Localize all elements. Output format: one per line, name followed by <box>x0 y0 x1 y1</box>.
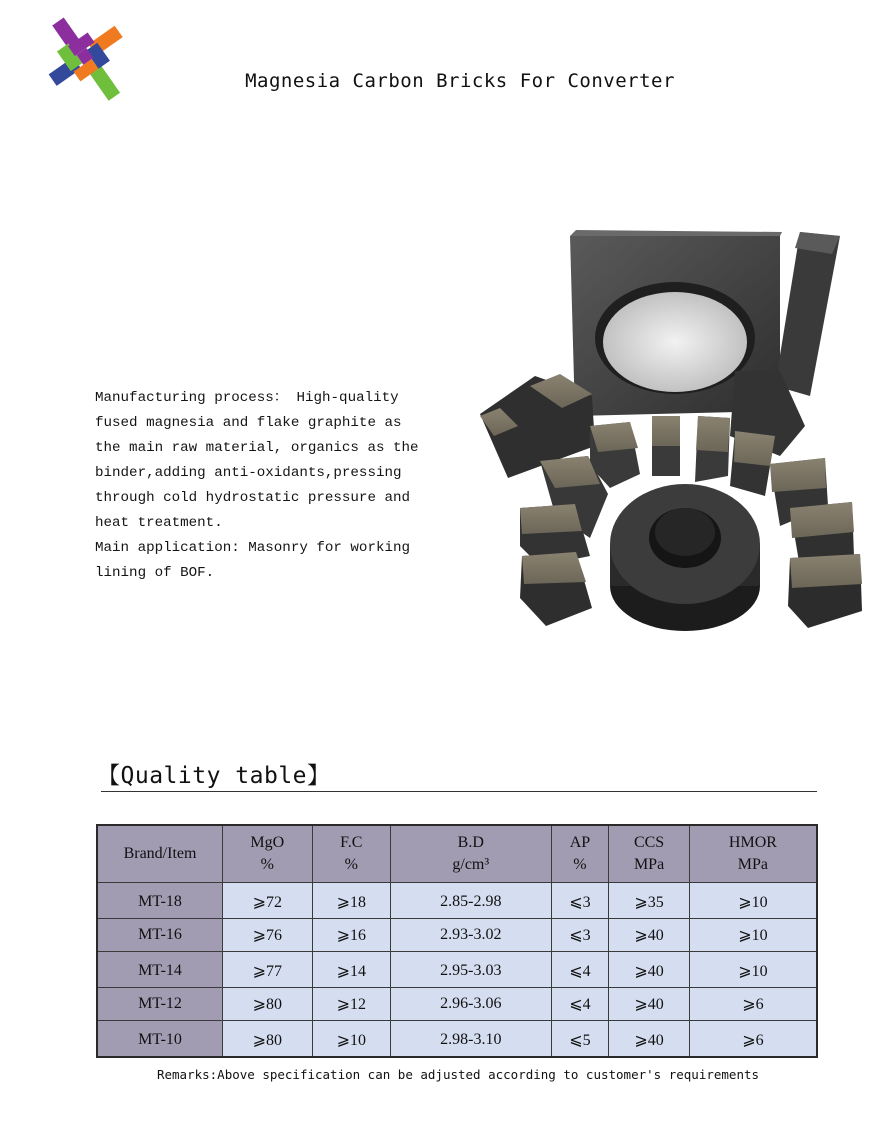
cell-brand: MT-10 <box>97 1021 223 1058</box>
product-description <box>95 386 425 586</box>
cell-ccs: ⩾40 <box>609 952 690 988</box>
header-unit: % <box>344 856 358 873</box>
cell-ap: ⩽3 <box>551 919 609 952</box>
cell-ccs: ⩾40 <box>609 1021 690 1058</box>
page-title: Magnesia Carbon Bricks For Converter <box>245 70 675 92</box>
header-unit: MPa <box>737 856 769 873</box>
table-row <box>97 988 817 1021</box>
description-line: Manufacturing process： High-quality <box>95 390 399 406</box>
table-row <box>97 1021 817 1058</box>
header-label: CCS <box>633 834 665 851</box>
company-logo-icon <box>34 8 138 108</box>
header-hmor <box>689 825 817 883</box>
header-fc <box>312 825 390 883</box>
description-line: lining of BOF. <box>95 565 215 581</box>
cell-fc: ⩾10 <box>312 1021 390 1058</box>
cell-fc: ⩾12 <box>312 988 390 1021</box>
cell-hmor: ⩾10 <box>689 883 817 919</box>
quality-table-title: 【Quality table】 <box>97 763 331 789</box>
cell-hmor: ⩾6 <box>689 988 817 1021</box>
header-label: B.D <box>457 834 484 851</box>
cell-brand: MT-12 <box>97 988 223 1021</box>
product-photo <box>480 226 880 638</box>
cell-brand: MT-14 <box>97 952 223 988</box>
cell-bd: 2.98-3.10 <box>390 1021 551 1058</box>
cell-mgo: ⩾72 <box>223 883 313 919</box>
cell-mgo: ⩾76 <box>223 919 313 952</box>
cell-brand: MT-16 <box>97 919 223 952</box>
cell-hmor: ⩾10 <box>689 952 817 988</box>
cell-mgo: ⩾80 <box>223 1021 313 1058</box>
header-label: F.C <box>340 834 363 851</box>
table-row <box>97 919 817 952</box>
description-line: Main application: Masonry for working <box>95 540 411 556</box>
cell-mgo: ⩾77 <box>223 952 313 988</box>
cell-ap: ⩽4 <box>551 988 609 1021</box>
header-unit: % <box>260 856 274 873</box>
cell-ap: ⩽5 <box>551 1021 609 1058</box>
table-row <box>97 883 817 919</box>
header-unit: MPa <box>633 856 665 873</box>
description-line: binder,adding anti-oxidants,pressing <box>95 465 402 481</box>
description-line: the main raw material, organics as the <box>95 440 419 456</box>
cell-fc: ⩾16 <box>312 919 390 952</box>
cell-bd: 2.95-3.03 <box>390 952 551 988</box>
cell-fc: ⩾14 <box>312 952 390 988</box>
header-label: AP <box>569 834 591 851</box>
quality-table <box>96 824 818 1058</box>
table-header-row <box>97 825 817 883</box>
header-unit: g/cm³ <box>452 856 490 873</box>
cell-ccs: ⩾40 <box>609 919 690 952</box>
cell-bd: 2.93-3.02 <box>390 919 551 952</box>
cell-fc: ⩾18 <box>312 883 390 919</box>
cell-mgo: ⩾80 <box>223 988 313 1021</box>
header-ccs <box>609 825 690 883</box>
table-row <box>97 952 817 988</box>
cell-bd: 2.96-3.06 <box>390 988 551 1021</box>
header-ap <box>551 825 609 883</box>
header-label: MgO <box>250 834 285 851</box>
header-brand <box>97 825 223 883</box>
title-divider <box>101 791 817 792</box>
cell-ap: ⩽3 <box>551 883 609 919</box>
description-line: fused magnesia and flake graphite as <box>95 415 402 431</box>
cell-ap: ⩽4 <box>551 952 609 988</box>
cell-ccs: ⩾35 <box>609 883 690 919</box>
cell-hmor: ⩾10 <box>689 919 817 952</box>
cell-hmor: ⩾6 <box>689 1021 817 1058</box>
header-unit: % <box>573 856 587 873</box>
cell-brand: MT-18 <box>97 883 223 919</box>
description-line: through cold hydrostatic pressure and <box>95 490 411 506</box>
cell-ccs: ⩾40 <box>609 988 690 1021</box>
cell-bd: 2.85-2.98 <box>390 883 551 919</box>
header-label: HMOR <box>728 834 777 851</box>
header-label: Brand/Item <box>123 845 197 862</box>
remarks-note: Remarks:Above specification can be adjusted according to customer's requirements <box>156 1067 760 1082</box>
header-bd <box>390 825 551 883</box>
header-mgo <box>223 825 313 883</box>
description-line: heat treatment. <box>95 515 223 531</box>
